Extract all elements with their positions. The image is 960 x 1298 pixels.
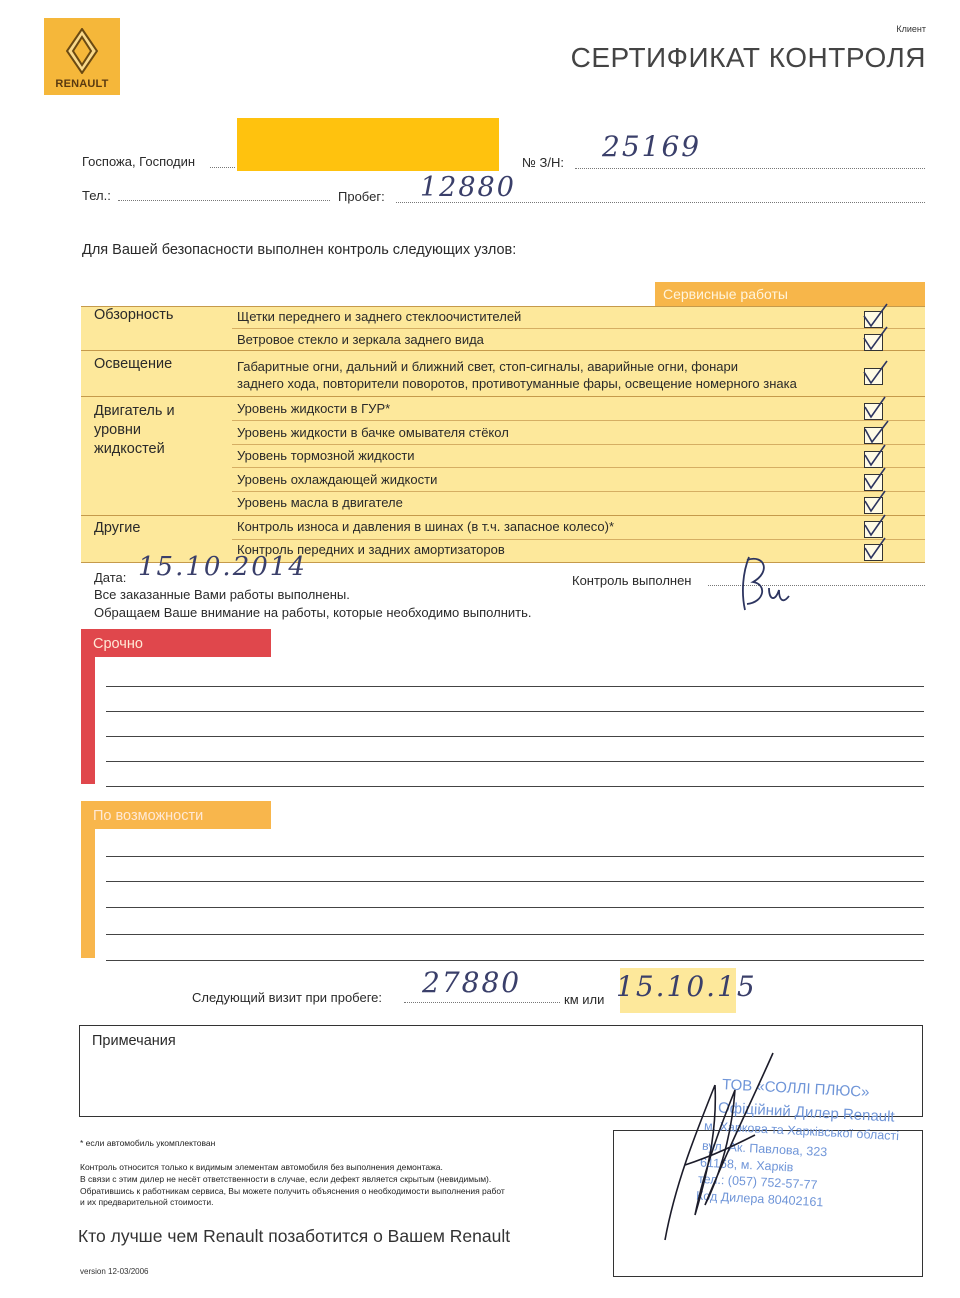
checkmark-icon xyxy=(860,395,890,421)
stamp-line: тел.: (057) 752-57-77 xyxy=(697,1171,818,1193)
control-done-label: Контроль выполнен xyxy=(572,573,692,588)
category-divider xyxy=(81,350,925,351)
checklist-item: Щетки переднего и заднего стеклоочистителей xyxy=(237,309,522,324)
urgent-line xyxy=(106,761,924,762)
disclaimer-line: и их предварительной стоимости. xyxy=(80,1197,214,1207)
urgent-line xyxy=(106,786,924,787)
next-visit-date: 15.10.15 xyxy=(616,970,757,1003)
row-divider xyxy=(232,491,925,492)
row-divider xyxy=(232,444,925,445)
urgent-bar xyxy=(81,657,95,784)
date-label: Дата: xyxy=(94,570,127,585)
row-divider xyxy=(232,539,925,540)
stamp-line: 61168, м. Харків xyxy=(699,1155,794,1175)
checklist-item: Контроль износа и давления в шинах (в т.ч. запасное колесо)* xyxy=(237,519,615,534)
phone-line xyxy=(118,200,330,201)
phone-label: Тел.: xyxy=(82,188,111,203)
checklist-item: Ветровое стекло и зеркала заднего вида xyxy=(237,332,484,347)
date-value: 15.10.2014 xyxy=(138,552,307,582)
redacted-client-name xyxy=(237,118,499,171)
client-name-line xyxy=(210,167,235,168)
next-visit-label: Следующий визит при пробеге: xyxy=(192,990,383,1005)
possible-line xyxy=(106,907,924,908)
attention-text: Обращаем Ваше внимание на работы, которые необходимо выполнить. xyxy=(94,605,532,620)
category-other: Другие xyxy=(94,520,141,536)
services-header: Сервисные работы xyxy=(655,282,925,306)
urgent-line xyxy=(106,711,924,712)
stamp-line: вул. Ак. Павлова, 323 xyxy=(701,1138,828,1160)
category-divider xyxy=(81,396,925,397)
row-divider xyxy=(232,420,925,421)
checklist-item: Уровень жидкости в бачке омывателя стёкол xyxy=(237,425,509,440)
stamp-line: Код Дилера 80402161 xyxy=(695,1188,824,1210)
category-divider xyxy=(81,515,925,516)
checkmark-icon xyxy=(860,419,890,445)
category-engine-fluids: Двигатель и уровни жидкостей xyxy=(94,403,175,457)
row-divider xyxy=(232,328,925,329)
checklist-top-border xyxy=(81,306,925,307)
urgent-line xyxy=(106,736,924,737)
next-visit-mileage: 27880 xyxy=(422,966,522,999)
order-number-value: 25169 xyxy=(602,130,702,163)
possible-line xyxy=(106,934,924,935)
checklist-item: Уровень охлаждающей жидкости xyxy=(237,472,438,487)
row-divider xyxy=(232,467,925,468)
possible-line xyxy=(106,960,924,961)
renault-diamond-icon xyxy=(66,28,98,74)
client-copy-tag: Клиент xyxy=(896,24,926,34)
checklist-item-continued: заднего хода, повторители поворотов, противотуманные фары, освещение номерного знака xyxy=(237,376,797,391)
client-name-label: Госпожа, Господин xyxy=(82,154,196,169)
urgent-tab: Срочно xyxy=(81,629,271,657)
disclaimer-line: В связи с этим дилер не несёт ответственности в случае, если дефект является скрытым (невидимым). xyxy=(80,1174,492,1184)
logo-brand-text: RENAULT xyxy=(55,78,109,90)
checkmark-icon xyxy=(860,489,890,515)
stamp-line: Офіційний Дилер Renault xyxy=(717,1099,896,1126)
possible-line xyxy=(106,856,924,857)
checklist-item: Габаритные огни, дальний и ближний свет, стоп-сигналы, аварийные огни, фонари xyxy=(237,359,739,374)
version: version 12-03/2006 xyxy=(80,1267,149,1276)
checklist-item: Уровень жидкости в ГУР* xyxy=(237,401,391,416)
category-lighting: Освещение xyxy=(94,356,173,372)
possible-tab: По возможности xyxy=(81,801,271,829)
checklist-item: Контроль передних и задних амортизаторов xyxy=(237,542,505,557)
renault-logo xyxy=(44,18,120,95)
page-title: СЕРТИФИКАТ КОНТРОЛЯ xyxy=(570,42,926,73)
checkmark-icon xyxy=(860,302,890,328)
slogan: Кто лучше чем Renault позаботится о Вашем Renault xyxy=(78,1226,511,1246)
notes-label: Примечания xyxy=(92,1033,176,1049)
checkmark-icon xyxy=(860,326,890,352)
possible-bar xyxy=(81,829,95,958)
stamp-line: ТОВ «СОЛЛІ ПЛЮС» xyxy=(721,1076,870,1101)
mileage-label: Пробег: xyxy=(338,189,385,204)
mileage-value: 12880 xyxy=(420,172,516,203)
order-number-line xyxy=(575,168,925,169)
checkmark-icon xyxy=(860,536,890,562)
work-done-text: Все заказанные Вами работы выполнены. xyxy=(94,587,350,602)
km-or-label: км или xyxy=(564,992,605,1007)
category-visibility: Обзорность xyxy=(94,307,174,323)
checklist-item: Уровень тормозной жидкости xyxy=(237,448,415,463)
footnote: * если автомобиль укомплектован xyxy=(80,1138,216,1148)
inspector-signature xyxy=(735,552,795,614)
urgent-line xyxy=(106,686,924,687)
checkmark-icon xyxy=(860,360,890,386)
stamp-line: м. Харкова та Харківської області xyxy=(703,1118,900,1144)
checklist-item: Уровень масла в двигателе xyxy=(237,495,403,510)
disclaimer-line: Контроль относится только к видимым элементам автомобиля без выполнения демонтажа. xyxy=(80,1162,443,1172)
intro-text: Для Вашей безопасности выполнен контроль следующих узлов: xyxy=(82,242,517,258)
disclaimer-line: Обратившись к работникам сервиса, Вы можете получить объяснения о необходимости выполнения работ xyxy=(80,1186,505,1196)
possible-line xyxy=(106,881,924,882)
order-number-label: № З/Н: xyxy=(522,155,565,170)
next-visit-mileage-line xyxy=(404,1002,560,1003)
manager-signature xyxy=(655,1045,785,1245)
